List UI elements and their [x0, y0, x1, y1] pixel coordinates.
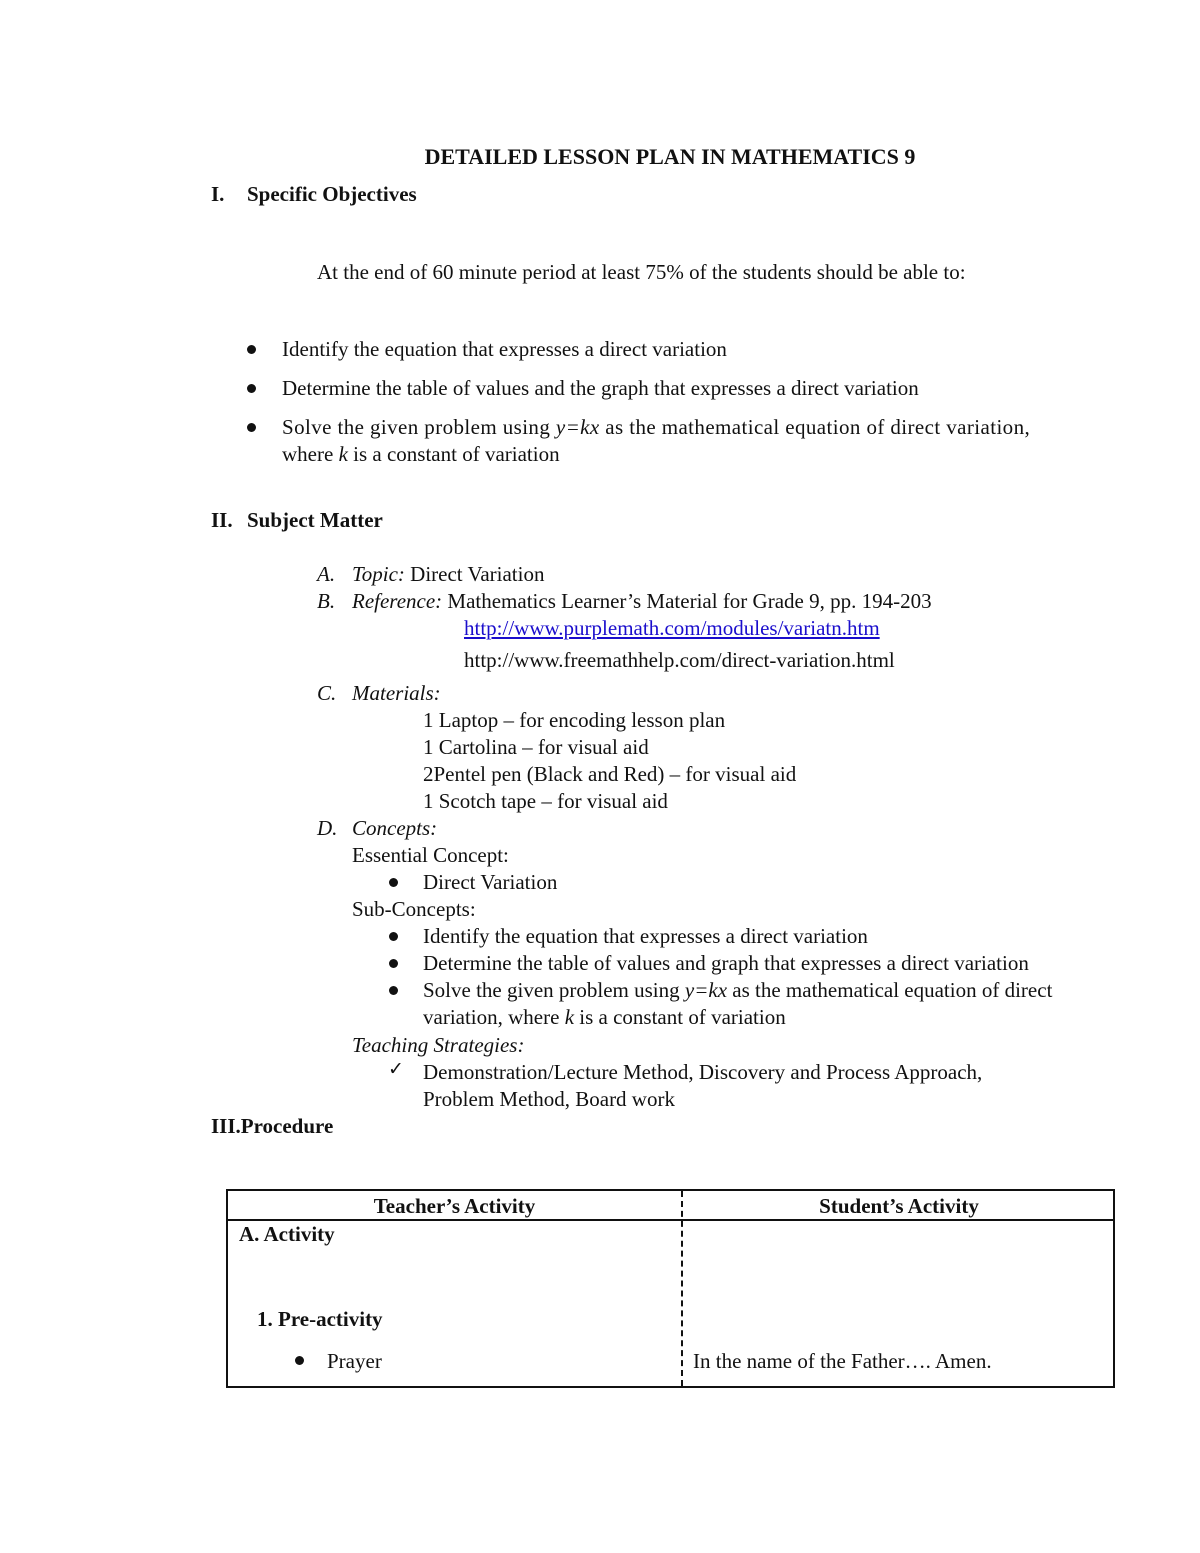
- objective-1: Identify the equation that expresses a direct variation: [282, 337, 727, 361]
- bullet-icon: [389, 932, 398, 941]
- essential-concept-item: Direct Variation: [423, 870, 558, 894]
- material-item: 1 Laptop – for encoding lesson plan: [423, 708, 726, 732]
- bullet-icon: [295, 1356, 304, 1365]
- concepts-label: D.: [317, 816, 338, 840]
- objectives-intro: At the end of 60 minute period at least 75% of the students should be able to:: [317, 260, 966, 284]
- sub-concept-item-3-line-1: Solve the given problem using y=kx as the mathematical equation of direct: [423, 978, 1053, 1002]
- materials-label: C.: [317, 681, 337, 705]
- strategies-line-1: Demonstration/Lecture Method, Discovery and Process Approach,: [423, 1060, 983, 1084]
- bullet-icon: [389, 959, 398, 968]
- materials-key: Materials:: [352, 681, 441, 705]
- sub-concept-item: Identify the equation that expresses a direct variation: [423, 924, 868, 948]
- equation-text: y=kx: [684, 978, 728, 1002]
- procedure-table: [226, 1189, 1115, 1388]
- section-1-heading: Specific Objectives: [247, 182, 417, 206]
- table-column-divider: [681, 1191, 683, 1386]
- material-item: 1 Cartolina – for visual aid: [423, 735, 649, 759]
- topic-label: A.: [317, 562, 336, 586]
- section-1-number: I.: [211, 182, 225, 206]
- equation-text: y=kx: [555, 415, 600, 439]
- sub-concepts-label: Sub-Concepts:: [352, 897, 476, 921]
- objective-2: Determine the table of values and the graph that expresses a direct variation: [282, 376, 919, 400]
- concepts-key: Concepts:: [352, 816, 438, 840]
- topic-line: Topic: Direct Variation: [352, 562, 545, 586]
- prayer-item: Prayer: [327, 1349, 382, 1373]
- reference-link-purplemath[interactable]: http://www.purplemath.com/modules/variatn.htm: [464, 616, 880, 640]
- activity-label: A. Activity: [239, 1222, 335, 1246]
- pre-activity-label: 1. Pre-activity: [257, 1307, 383, 1331]
- page-title: DETAILED LESSON PLAN IN MATHEMATICS 9: [424, 144, 916, 169]
- teaching-strategies-label: Teaching Strategies:: [352, 1033, 525, 1057]
- bullet-icon: [247, 384, 256, 393]
- bullet-icon: [389, 986, 398, 995]
- bullet-icon: [247, 423, 256, 432]
- objective-3-line-1: Solve the given problem using y=kx as the mathematical equation of direct variation,: [282, 415, 1031, 439]
- sub-concept-item: Determine the table of values and graph that expresses a direct variation: [423, 951, 1029, 975]
- objective-3-line-2: where k is a constant of variation: [282, 442, 560, 466]
- table-header-teacher: Teacher’s Activity: [373, 1194, 536, 1218]
- material-item: 1 Scotch tape – for visual aid: [423, 789, 668, 813]
- section-2-heading: Subject Matter: [247, 508, 383, 532]
- reference-line: Reference: Mathematics Learner’s Material for Grade 9, pp. 194-203: [352, 589, 932, 613]
- table-header-rule: [228, 1219, 1113, 1221]
- material-item: 2Pentel pen (Black and Red) – for visual aid: [423, 762, 797, 786]
- essential-concept-label: Essential Concept:: [352, 843, 509, 867]
- table-header-student: Student’s Activity: [819, 1194, 979, 1218]
- section-3-heading: III.Procedure: [211, 1114, 334, 1138]
- reference-link-freemathhelp: http://www.freemathhelp.com/direct-variation.html: [464, 648, 895, 672]
- sub-concept-item-3-line-2: variation, where k is a constant of variation: [423, 1005, 786, 1029]
- section-2-number: II.: [211, 508, 233, 532]
- check-icon: ✓: [388, 1058, 404, 1080]
- bullet-icon: [247, 345, 256, 354]
- strategies-line-2: Problem Method, Board work: [423, 1087, 675, 1111]
- reference-label: B.: [317, 589, 336, 613]
- prayer-response: In the name of the Father…. Amen.: [693, 1349, 992, 1373]
- bullet-icon: [389, 878, 398, 887]
